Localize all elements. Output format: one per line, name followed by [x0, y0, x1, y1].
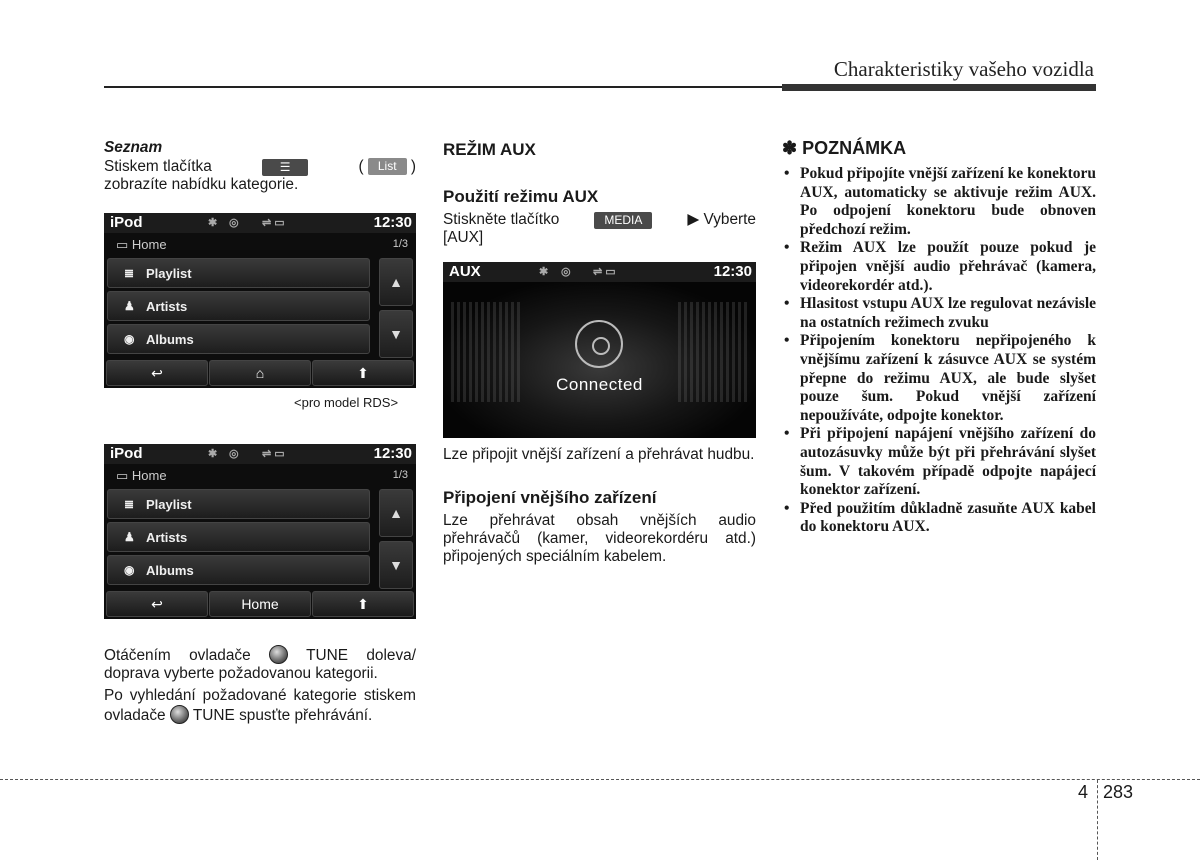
breadcrumb-home: ▭ Home — [116, 237, 167, 252]
screen-clock: 12:30 — [373, 214, 412, 231]
screen-status-bar — [104, 213, 416, 233]
folder-icon: ▭ — [116, 237, 129, 252]
aux-instruction-2: [AUX] — [443, 229, 484, 246]
settings-icon: ◎ — [229, 448, 239, 460]
home-button[interactable]: Home — [209, 591, 311, 617]
back-button[interactable]: ↩ — [106, 591, 208, 617]
footer-vertical-divider — [1097, 780, 1098, 860]
back-button[interactable]: ↩ — [106, 360, 208, 386]
note-title: ✽ POZNÁMKA — [782, 138, 907, 158]
screen-title: iPod — [110, 214, 143, 231]
subheading-connect-device: Připojení vnějšího zařízení — [443, 488, 657, 507]
column-middle — [443, 138, 756, 247]
note-item: • Před použitím důkladně zasuňte AUX kabel do konektoru AUX. — [782, 500, 1096, 537]
column-left-bottom — [104, 645, 416, 725]
usb-icon: ⇌ ▭ — [262, 448, 285, 460]
page-number: 283 — [1103, 782, 1134, 802]
page-indicator: 1/3 — [392, 469, 408, 481]
scroll-up-button[interactable]: ▲ — [379, 489, 413, 537]
media-button-chip: MEDIA — [594, 212, 652, 229]
caption-rds: <pro model RDS> — [294, 395, 399, 410]
screen-status-bar — [443, 262, 756, 282]
subheading-aux-usage: Použití režimu AUX — [443, 187, 599, 206]
screen-clock: 12:30 — [373, 445, 412, 462]
paren-open: ( — [358, 158, 364, 175]
scroll-down-button[interactable]: ▼ — [379, 541, 413, 589]
breadcrumb-home: ▭ Home — [116, 468, 167, 483]
home-button[interactable]: ⌂ — [209, 360, 311, 386]
heading-aux-mode: REŽIM AUX — [443, 140, 536, 159]
note-item: • Pokud připojíte vnější zařízení ke konektoru AUX, automaticky se aktivuje režim AUX. Po odpojení konektoru bude obnoven předchozí režim. — [782, 165, 1096, 239]
scroll-up-button[interactable]: ▲ — [379, 258, 413, 306]
list-item-artists[interactable]: ♟ Artists — [107, 291, 370, 321]
screen-bottom-bar — [104, 589, 416, 619]
footer-divider — [0, 779, 1200, 780]
connect-description: Lze přehrávat obsah vnějších audio přehrávačů (kamer, videorekordéru atd.) připojených speciálním kabelem. — [443, 512, 756, 565]
tune-knob-icon — [170, 705, 189, 724]
settings-icon: ◎ — [561, 266, 571, 278]
paren-close: ) — [410, 158, 416, 175]
screen-bottom-bar — [104, 358, 416, 388]
page-indicator: 1/3 — [392, 238, 408, 250]
ipod-screen — [104, 444, 416, 619]
bluetooth-icon: ✱ — [539, 266, 549, 278]
up-folder-button[interactable]: ⬆ — [312, 360, 414, 386]
artist-icon: ♟ — [124, 530, 135, 544]
list-intro-text-2: zobrazíte nabídku kategorie. — [104, 176, 299, 193]
scroll-down-button[interactable]: ▼ — [379, 310, 413, 358]
settings-icon: ◎ — [229, 217, 239, 229]
list-item-playlist[interactable]: ≣ Playlist — [107, 258, 370, 288]
screen-status-bar — [104, 444, 416, 464]
screen-title: AUX — [449, 263, 481, 280]
list-item-playlist[interactable]: ≣ Playlist — [107, 489, 370, 519]
aux-description: Lze připojit vnější zařízení a přehrávat hudbu. — [443, 446, 755, 463]
chapter-number: 4 — [1078, 782, 1089, 802]
tune-para-1: Otáčením ovladače TUNE doleva/ doprava vyberte požadovanou kategorii. — [104, 647, 416, 682]
usb-icon: ⇌ ▭ — [262, 217, 285, 229]
column-middle-bottom — [443, 446, 756, 566]
list-item-albums[interactable]: ◉ Albums — [107, 555, 370, 585]
column-left — [104, 138, 416, 194]
bluetooth-icon: ✱ — [208, 217, 218, 229]
folder-icon: ▭ — [116, 468, 129, 483]
note-item: • Při připojení napájení vnějšího zařízení do autozásuvky může být při přehrávání slyšet šum. V takovém případě odpojte napájecí konektor zařízení. — [782, 425, 1096, 499]
usb-icon: ⇌ ▭ — [593, 266, 616, 278]
playlist-icon: ≣ — [124, 497, 135, 511]
note-item: • Režim AUX lze použít pouze pokud je připojen vnější audio přehrávač (kamera, videorekordér atd.). — [782, 239, 1096, 295]
list-intro-line — [104, 158, 416, 176]
page-header-title: Charakteristiky vašeho vozidla — [833, 57, 1094, 81]
playlist-icon: ≣ — [124, 266, 135, 280]
list-item-artists[interactable]: ♟ Artists — [107, 522, 370, 552]
list-button-chip: List — [368, 158, 407, 175]
note-item: • Hlasitost vstupu AUX lze regulovat nezávisle na ostatních režimech zvuku — [782, 295, 1096, 332]
screen-title: iPod — [110, 445, 143, 462]
subheading-seznam: Seznam — [104, 139, 163, 156]
menu-button-icon: ☰ — [262, 159, 308, 176]
up-folder-button[interactable]: ⬆ — [312, 591, 414, 617]
ipod-screen-rds — [104, 213, 416, 388]
aux-screen — [443, 262, 756, 438]
note-list — [782, 165, 1096, 537]
album-icon: ◉ — [124, 332, 135, 346]
disc-aux-icon — [575, 320, 623, 368]
header-bar — [782, 84, 1096, 91]
screen-clock: 12:30 — [713, 263, 752, 280]
bluetooth-icon: ✱ — [208, 448, 218, 460]
note-item: • Připojením konektoru nepřipojeného k vnějšímu zařízení k zásuvce AUX se systém přepne do režimu AUX, ale bude slyšet pouze šum. Pokud vnější zařízení nepoužíváte, odpojte konektor. — [782, 332, 1096, 425]
tune-para-2: Po vyhledání požadované kategorie stiskem ovladače TUNE spusťte přehrávání. — [104, 687, 416, 724]
connection-status: Connected — [556, 375, 643, 394]
list-item-albums[interactable]: ◉ Albums — [107, 324, 370, 354]
column-right — [782, 138, 1096, 537]
list-intro-text: Stiskem tlačítka — [104, 158, 212, 175]
artist-icon: ♟ — [124, 299, 135, 313]
tune-knob-icon — [269, 645, 288, 664]
album-icon: ◉ — [124, 563, 135, 577]
aux-instruction: Stiskněte tlačítko MEDIA ▶ Vyberte — [443, 211, 756, 228]
